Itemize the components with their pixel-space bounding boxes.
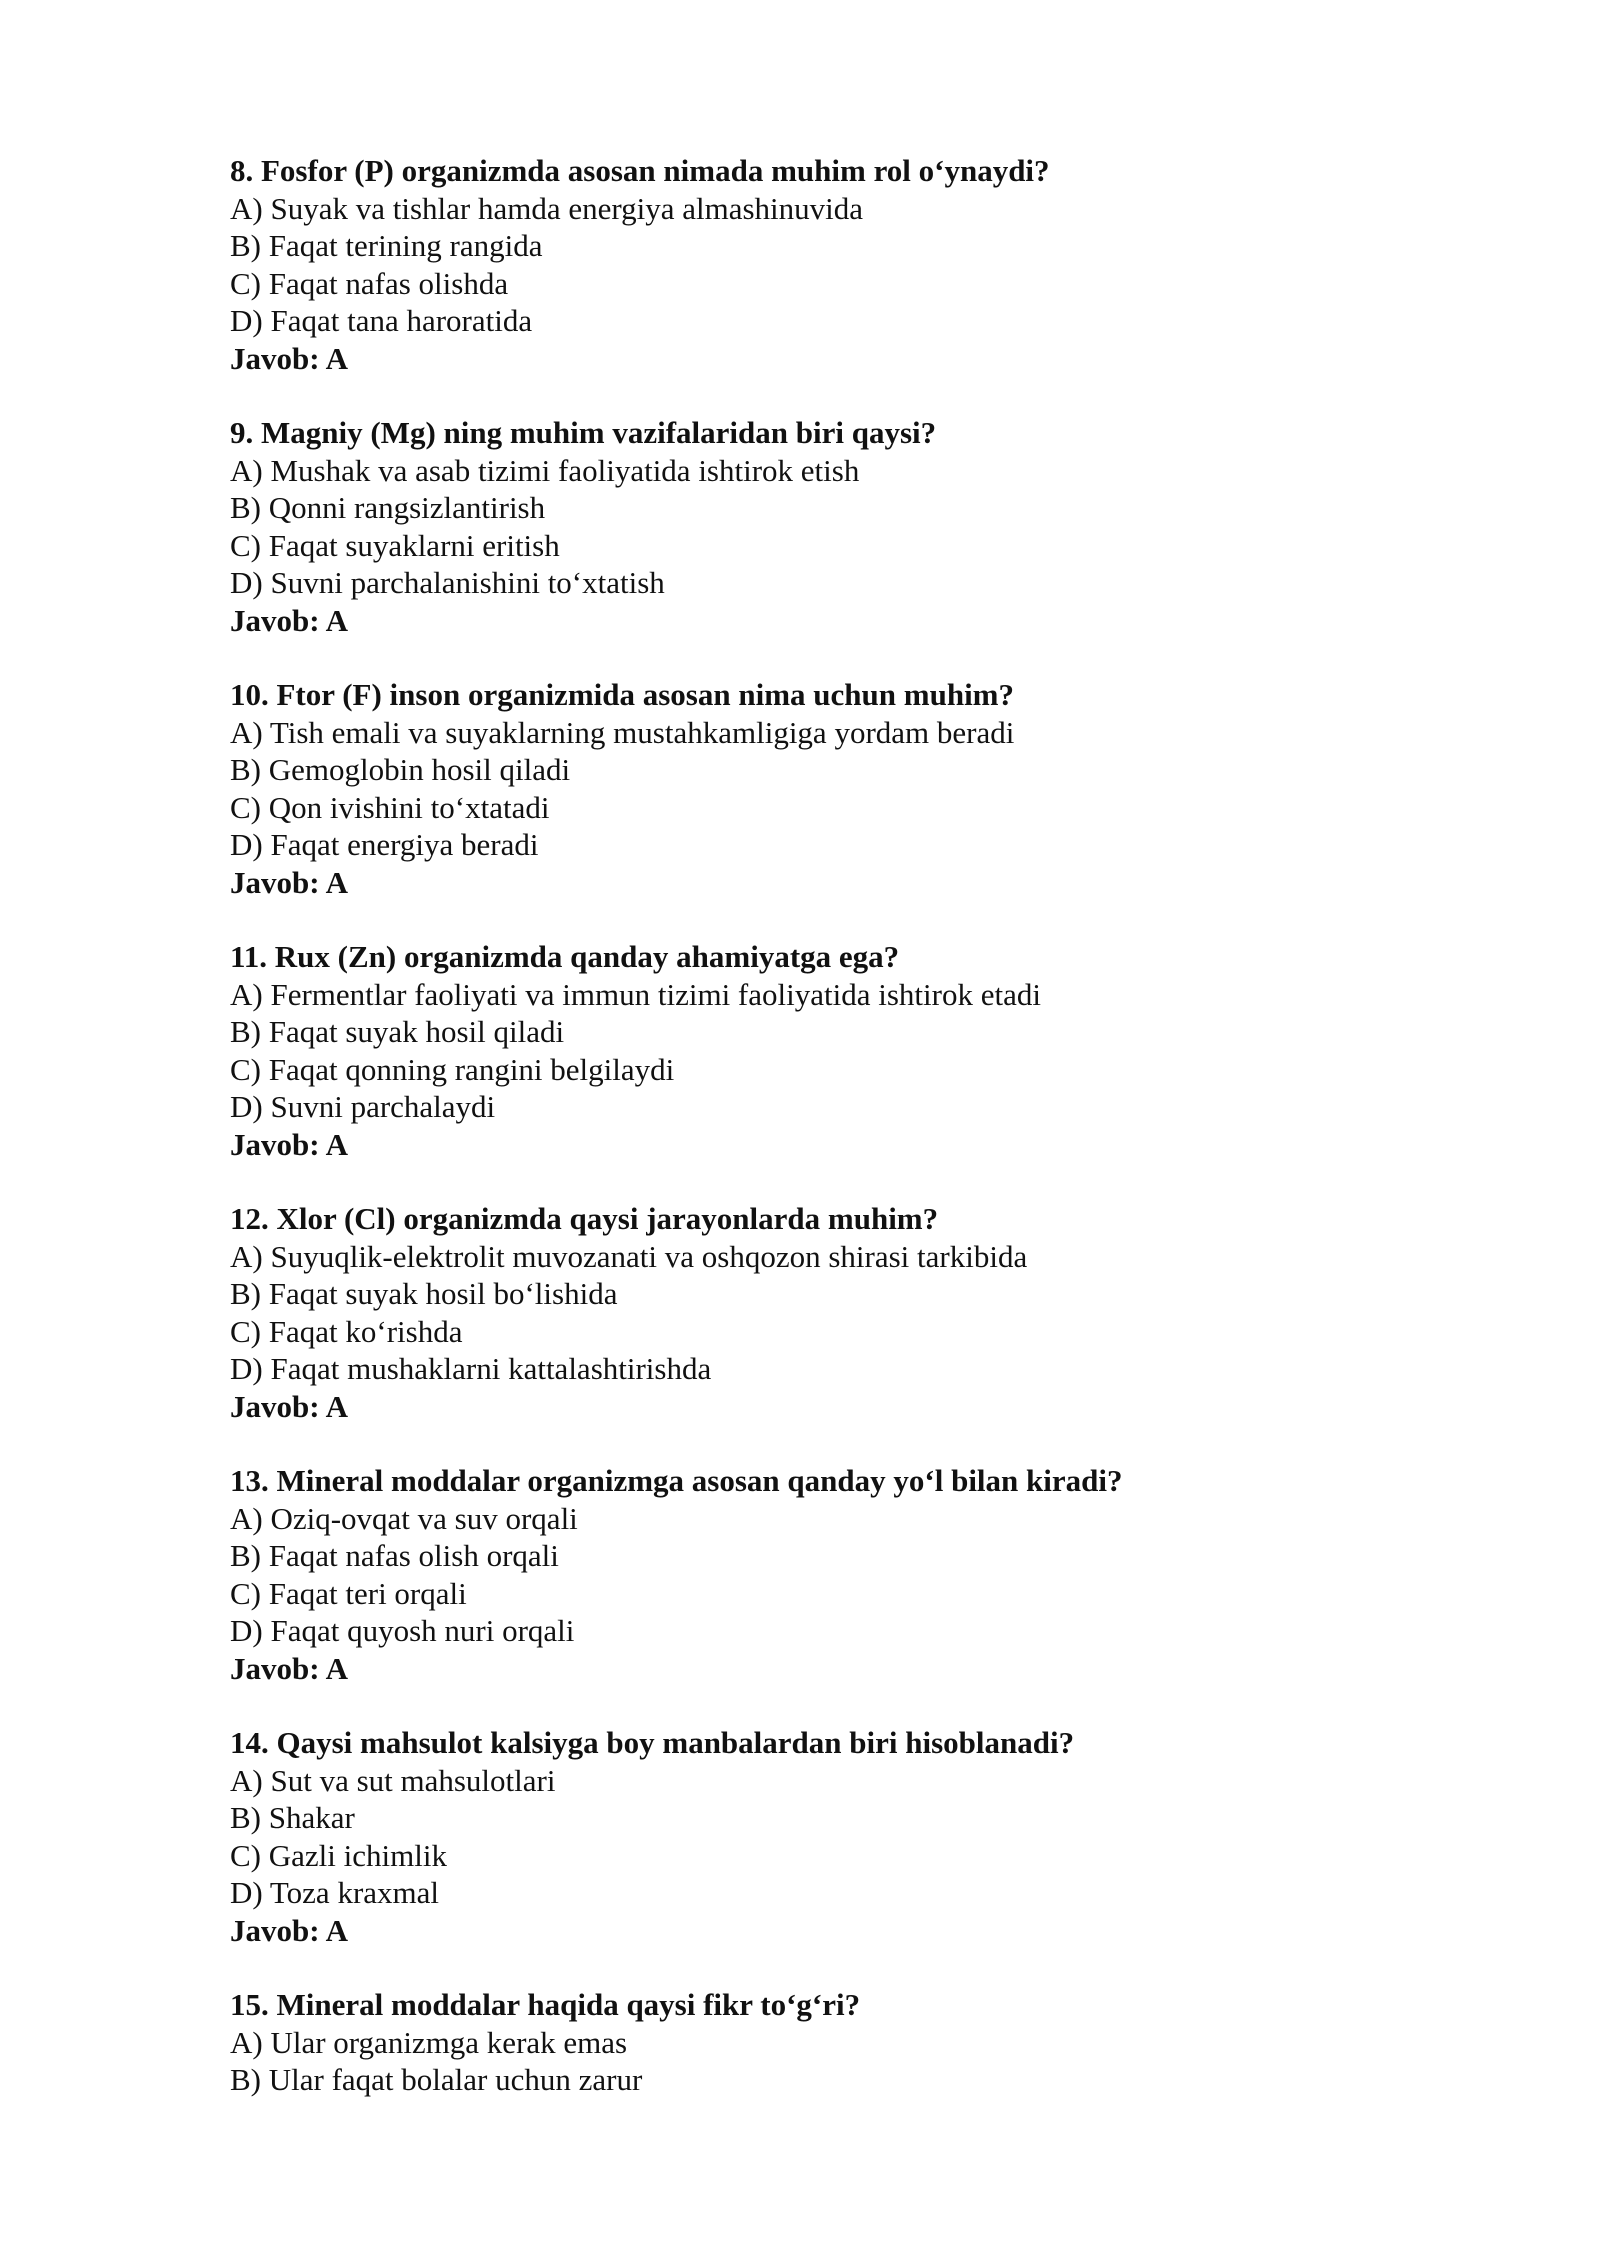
answer-key: Javob: A [230,340,348,376]
option-d: D) Faqat energiya beradi [230,827,539,862]
question-9 [230,414,1430,639]
question-title: 10. Ftor (F) inson organizmida asosan nima uchun muhim? [230,677,1015,712]
option-b: B) Faqat nafas olish orqali [230,1538,559,1573]
option-d: D) Faqat mushaklarni kattalashtirishda [230,1351,712,1386]
answer-key: Javob: A [230,864,348,900]
answer-key: Javob: A [230,1912,348,1948]
option-b: B) Gemoglobin hosil qiladi [230,752,571,787]
question-15 [230,1986,1430,2099]
option-a: A) Suyak va tishlar hamda energiya almashinuvida [230,190,864,226]
option-b: B) Faqat terining rangida [230,228,543,263]
question-title: 12. Xlor (Cl) organizmda qaysi jarayonlarda muhim? [230,1201,939,1236]
option-b: B) Shakar [230,1800,355,1835]
option-c: C) Faqat ko‘rishda [230,1313,463,1349]
question-12 [230,1200,1430,1425]
question-title: 8. Fosfor (P) organizmda asosan nimada muhim rol o‘ynaydi? [230,153,1050,188]
option-b: B) Ular faqat bolalar uchun zarur [230,2062,643,2097]
answer-key: Javob: A [230,602,348,638]
question-list [230,152,1430,2136]
option-a: A) Fermentlar faoliyati va immun tizimi faoliyatida ishtirok etadi [230,976,1041,1012]
question-title: 13. Mineral moddalar organizmga asosan qanday yo‘l bilan kiradi? [230,1463,1123,1498]
option-a: A) Mushak va asab tizimi faoliyatida ishtirok etish [230,452,860,488]
option-c: C) Gazli ichimlik [230,1837,447,1873]
option-a: A) Sut va sut mahsulotlari [230,1762,556,1798]
option-d: D) Faqat quyosh nuri orqali [230,1613,575,1648]
option-d: D) Toza kraxmal [230,1875,440,1910]
option-c: C) Faqat qonning rangini belgilaydi [230,1051,675,1087]
question-13 [230,1462,1430,1687]
answer-key: Javob: A [230,1650,348,1686]
question-title: 9. Magniy (Mg) ning muhim vazifalaridan biri qaysi? [230,415,937,450]
option-a: A) Suyuqlik-elektrolit muvozanati va oshqozon shirasi tarkibida [230,1238,1028,1274]
option-d: D) Suvni parchalanishini to‘xtatish [230,565,665,600]
option-c: C) Faqat suyaklarni eritish [230,527,560,563]
option-c: C) Faqat nafas olishda [230,265,509,301]
option-a: A) Tish emali va suyaklarning mustahkamligiga yordam beradi [230,714,1015,750]
option-a: A) Ular organizmga kerak emas [230,2024,628,2060]
question-title: 15. Mineral moddalar haqida qaysi fikr to‘g‘ri? [230,1987,861,2022]
option-c: C) Faqat teri orqali [230,1575,467,1611]
question-11 [230,938,1430,1163]
option-d: D) Faqat tana haroratida [230,303,533,338]
option-b: B) Faqat suyak hosil bo‘lishida [230,1276,618,1311]
option-c: C) Qon ivishini to‘xtatadi [230,789,550,825]
question-title: 14. Qaysi mahsulot kalsiyga boy manbalardan biri hisoblanadi? [230,1725,1075,1760]
option-b: B) Faqat suyak hosil qiladi [230,1014,565,1049]
question-14 [230,1724,1430,1949]
question-10 [230,676,1430,901]
question-8 [230,152,1430,377]
option-a: A) Oziq-ovqat va suv orqali [230,1500,578,1536]
option-d: D) Suvni parchalaydi [230,1089,496,1124]
option-b: B) Qonni rangsizlantirish [230,490,546,525]
answer-key: Javob: A [230,1126,348,1162]
answer-key: Javob: A [230,1388,348,1424]
question-title: 11. Rux (Zn) organizmda qanday ahamiyatga ega? [230,939,900,974]
